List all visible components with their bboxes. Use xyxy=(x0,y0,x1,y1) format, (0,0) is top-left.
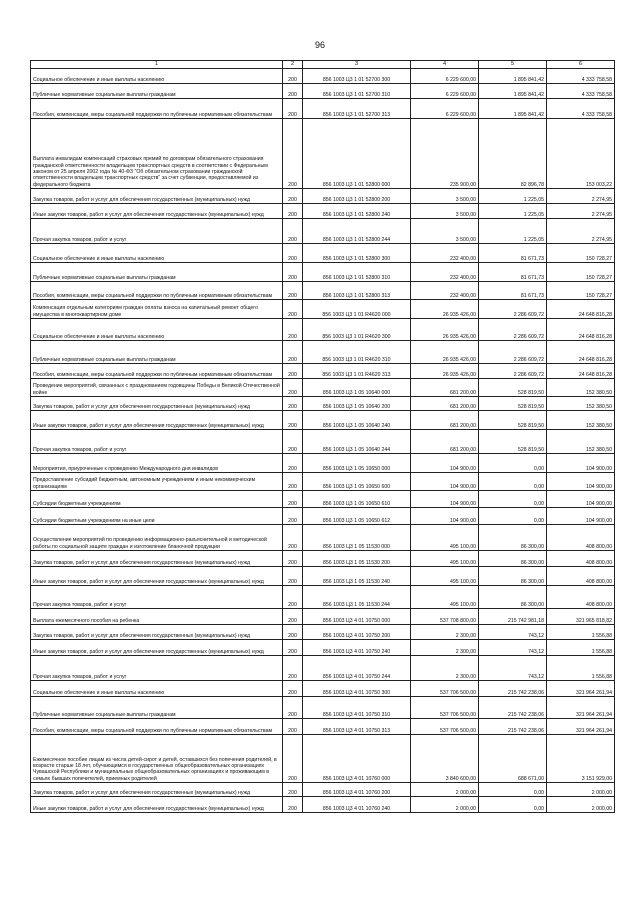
table-row xyxy=(31,735,615,783)
row-code: 200 xyxy=(283,244,303,263)
row-description: Публичные нормативные социальные выплаты гражданам xyxy=(31,84,283,99)
row-description: Пособия, компенсации, меры социальной поддержки по публичным нормативным обязательствам xyxy=(31,364,283,379)
row-code: 200 xyxy=(283,656,303,681)
approved-amount: 232 400,00 xyxy=(411,244,479,263)
table-row xyxy=(31,364,615,379)
classification-code: 856 1003 Ц3 4 01 10760 000 xyxy=(303,735,411,783)
column-number: 5 xyxy=(479,61,547,69)
classification-code: 856 1003 Ц3 4 01 10760 200 xyxy=(303,783,411,797)
row-code: 200 xyxy=(283,319,303,341)
table-row xyxy=(31,282,615,300)
row-description: Социальное обеспечение и иные выплаты населению xyxy=(31,319,283,341)
row-code: 200 xyxy=(283,397,303,411)
row-description: Пособия, компенсации, меры социальной поддержки по публичным нормативным обязательствам xyxy=(31,719,283,735)
executed-amount: 215 742 238,06 xyxy=(479,719,547,735)
row-code: 200 xyxy=(283,719,303,735)
table-row xyxy=(31,341,615,364)
executed-amount: 1 895 841,42 xyxy=(479,84,547,99)
classification-code: 856 1003 Ц3 1 05 10650 600 xyxy=(303,473,411,491)
table-row xyxy=(31,719,615,735)
row-description: Социальное обеспечение и иные выплаты населению xyxy=(31,244,283,263)
row-description: Иные закупки товаров, работ и услуг для обеспечения государственных (муниципальных) нужд xyxy=(31,567,283,586)
approved-amount: 3 500,00 xyxy=(411,219,479,244)
table-row xyxy=(31,625,615,640)
classification-code: 856 1003 Ц3 4 01 10750 244 xyxy=(303,656,411,681)
classification-code: 856 1003 Ц3 1 01 R4620 300 xyxy=(303,319,411,341)
row-description: Закупка товаров, работ и услуг для обеспечения государственных (муниципальных) нужд xyxy=(31,625,283,640)
unexecuted-amount: 408 800,00 xyxy=(547,551,615,567)
approved-amount: 495 100,00 xyxy=(411,525,479,551)
table-row xyxy=(31,411,615,430)
row-description: Иные закупки товаров, работ и услуг для обеспечения государственных (муниципальных) нужд xyxy=(31,797,283,813)
executed-amount: 81 671,73 xyxy=(479,244,547,263)
executed-amount: 81 671,73 xyxy=(479,263,547,282)
executed-amount: 86 300,00 xyxy=(479,567,547,586)
column-number: 1 xyxy=(31,61,283,69)
classification-code: 856 1003 Ц3 1 05 10650 000 xyxy=(303,454,411,473)
classification-code: 856 1003 Ц3 4 01 10750 300 xyxy=(303,681,411,697)
approved-amount: 3 500,00 xyxy=(411,204,479,219)
executed-amount: 2 286 609,72 xyxy=(479,341,547,364)
row-description: Публичные нормативные социальные выплаты гражданам xyxy=(31,341,283,364)
approved-amount: 2 300,00 xyxy=(411,640,479,656)
row-description: Социальное обеспечение и иные выплаты населению xyxy=(31,681,283,697)
row-description: Закупка товаров, работ и услуг для обеспечения государственных (муниципальных) нужд xyxy=(31,189,283,204)
row-description: Ежемесячное пособие лицам из числа детей-сирот и детей, оставшихся без попечения родителей, в возрасте старше 18 лет, обучающимся в государственных общеобразовательных организациях Чувашской Республики и муниципальных общеобразовательных организациях и проживающим в семьях бывших попечителей, приемных родителей xyxy=(31,735,283,783)
table-row xyxy=(31,430,615,454)
executed-amount: 688 671,00 xyxy=(479,735,547,783)
executed-amount: 81 671,73 xyxy=(479,282,547,300)
row-code: 200 xyxy=(283,551,303,567)
classification-code: 856 1003 Ц3 1 01 52800 240 xyxy=(303,204,411,219)
classification-code: 856 1003 Ц3 1 01 R4620 310 xyxy=(303,341,411,364)
table-row xyxy=(31,783,615,797)
row-code: 200 xyxy=(283,379,303,397)
executed-amount: 743,12 xyxy=(479,656,547,681)
classification-code: 856 1003 Ц3 1 05 11530 240 xyxy=(303,567,411,586)
row-description: Закупка товаров, работ и услуг для обеспечения государственных (муниципальных) нужд xyxy=(31,551,283,567)
row-code: 200 xyxy=(283,697,303,719)
approved-amount: 3 500,00 xyxy=(411,189,479,204)
classification-code: 856 1003 Ц3 4 01 10750 313 xyxy=(303,719,411,735)
executed-amount: 215 742 238,06 xyxy=(479,681,547,697)
classification-code: 856 1003 Ц3 4 01 10750 200 xyxy=(303,625,411,640)
row-description: Прочая закупка товаров, работ и услуг xyxy=(31,586,283,609)
unexecuted-amount: 408 800,00 xyxy=(547,525,615,551)
table-row xyxy=(31,397,615,411)
classification-code: 856 1003 Ц3 1 01 52700 300 xyxy=(303,69,411,84)
row-code: 200 xyxy=(283,735,303,783)
executed-amount: 743,12 xyxy=(479,640,547,656)
row-code: 200 xyxy=(283,473,303,491)
unexecuted-amount: 4 333 758,58 xyxy=(547,99,615,119)
table-row xyxy=(31,681,615,697)
column-number: 6 xyxy=(547,61,615,69)
approved-amount: 6 229 600,00 xyxy=(411,69,479,84)
row-code: 200 xyxy=(283,491,303,508)
unexecuted-amount: 4 333 758,58 xyxy=(547,84,615,99)
row-description: Осуществление мероприятий по проведению информационно-разъяснительной и методической работы по социальной защите граждан и изготовление бланочной продукции xyxy=(31,525,283,551)
unexecuted-amount: 321 964 261,94 xyxy=(547,697,615,719)
table-row xyxy=(31,119,615,189)
row-description: Выплата инвалидам компенсаций страховых премий по договорам обязательного страхования гражданской ответственности владельцев транспортных средств в соответствии с Федеральным законом от 25 апреля 2002 года № 40-ФЗ "Об обязательном страховании гражданской ответственности владельцев транспортных средств" за счет субвенции, предоставляемой из федерального бюджета xyxy=(31,119,283,189)
approved-amount: 2 000,00 xyxy=(411,783,479,797)
row-description: Закупка товаров, работ и услуг для обеспечения государственных (муниципальных) нужд xyxy=(31,783,283,797)
unexecuted-amount: 150 728,27 xyxy=(547,263,615,282)
executed-amount: 0,00 xyxy=(479,473,547,491)
unexecuted-amount: 321 964 261,94 xyxy=(547,719,615,735)
classification-code: 856 1003 Ц3 1 01 52800 200 xyxy=(303,189,411,204)
row-code: 200 xyxy=(283,300,303,319)
approved-amount: 104 900,00 xyxy=(411,491,479,508)
row-description: Прочая закупка товаров, работ и услуг xyxy=(31,430,283,454)
approved-amount: 26 935 426,00 xyxy=(411,364,479,379)
executed-amount: 1 225,05 xyxy=(479,189,547,204)
classification-code: 856 1003 Ц3 1 01 52800 310 xyxy=(303,263,411,282)
row-code: 200 xyxy=(283,609,303,625)
classification-code: 856 1003 Ц3 1 05 11530 244 xyxy=(303,586,411,609)
classification-code: 856 1003 Ц3 1 05 10650 610 xyxy=(303,491,411,508)
table-row xyxy=(31,69,615,84)
unexecuted-amount: 408 800,00 xyxy=(547,586,615,609)
executed-amount: 0,00 xyxy=(479,491,547,508)
executed-amount: 0,00 xyxy=(479,454,547,473)
table-row xyxy=(31,319,615,341)
approved-amount: 537 706 500,00 xyxy=(411,719,479,735)
table-row xyxy=(31,473,615,491)
approved-amount: 232 400,00 xyxy=(411,263,479,282)
classification-code: 856 1003 Ц3 1 01 52700 313 xyxy=(303,99,411,119)
row-description: Прочая закупка товаров, работ и услуг xyxy=(31,219,283,244)
budget-table xyxy=(30,60,615,813)
unexecuted-amount: 153 003,22 xyxy=(547,119,615,189)
executed-amount: 528 819,50 xyxy=(479,397,547,411)
row-description: Прочая закупка товаров, работ и услуг xyxy=(31,656,283,681)
table-row xyxy=(31,586,615,609)
classification-code: 856 1003 Ц3 1 05 10640 240 xyxy=(303,411,411,430)
approved-amount: 104 900,00 xyxy=(411,454,479,473)
row-description: Иные закупки товаров, работ и услуг для обеспечения государственных (муниципальных) нужд xyxy=(31,204,283,219)
approved-amount: 2 300,00 xyxy=(411,656,479,681)
classification-code: 856 1003 Ц3 4 01 10750 000 xyxy=(303,609,411,625)
table-row xyxy=(31,84,615,99)
table-row xyxy=(31,491,615,508)
classification-code: 856 1003 Ц3 1 05 10640 000 xyxy=(303,379,411,397)
table-row xyxy=(31,525,615,551)
row-code: 200 xyxy=(283,625,303,640)
unexecuted-amount: 152 380,50 xyxy=(547,379,615,397)
approved-amount: 681 200,00 xyxy=(411,379,479,397)
row-code: 200 xyxy=(283,797,303,813)
classification-code: 856 1003 Ц3 4 01 10750 240 xyxy=(303,640,411,656)
table-row xyxy=(31,204,615,219)
row-code: 200 xyxy=(283,586,303,609)
row-code: 200 xyxy=(283,219,303,244)
unexecuted-amount: 104 900,00 xyxy=(547,454,615,473)
unexecuted-amount: 152 380,50 xyxy=(547,430,615,454)
row-code: 200 xyxy=(283,84,303,99)
approved-amount: 2 000,00 xyxy=(411,797,479,813)
table-row xyxy=(31,656,615,681)
unexecuted-amount: 408 800,00 xyxy=(547,567,615,586)
table-row xyxy=(31,219,615,244)
classification-code: 856 1003 Ц3 1 05 11530 200 xyxy=(303,551,411,567)
approved-amount: 235 900,00 xyxy=(411,119,479,189)
classification-code: 856 1003 Ц3 4 01 10750 310 xyxy=(303,697,411,719)
unexecuted-amount: 321 965 818,82 xyxy=(547,609,615,625)
unexecuted-amount: 1 556,88 xyxy=(547,640,615,656)
classification-code: 856 1003 Ц3 1 01 R4620 313 xyxy=(303,364,411,379)
table-row xyxy=(31,454,615,473)
approved-amount: 681 200,00 xyxy=(411,397,479,411)
approved-amount: 26 935 426,00 xyxy=(411,341,479,364)
table-row xyxy=(31,189,615,204)
executed-amount: 1 895 841,42 xyxy=(479,69,547,84)
row-code: 200 xyxy=(283,411,303,430)
executed-amount: 215 742 238,06 xyxy=(479,697,547,719)
approved-amount: 232 400,00 xyxy=(411,282,479,300)
unexecuted-amount: 104 900,00 xyxy=(547,473,615,491)
executed-amount: 0,00 xyxy=(479,508,547,525)
classification-code: 856 1003 Ц3 1 05 10640 200 xyxy=(303,397,411,411)
approved-amount: 26 935 426,00 xyxy=(411,300,479,319)
unexecuted-amount: 24 648 816,28 xyxy=(547,300,615,319)
row-description: Пособия, компенсации, меры социальной поддержки по публичным нормативным обязательствам xyxy=(31,282,283,300)
row-code: 200 xyxy=(283,282,303,300)
approved-amount: 495 100,00 xyxy=(411,567,479,586)
unexecuted-amount: 2 274,95 xyxy=(547,219,615,244)
row-code: 200 xyxy=(283,189,303,204)
row-description: Иные закупки товаров, работ и услуг для обеспечения государственных (муниципальных) нужд xyxy=(31,640,283,656)
executed-amount: 215 742 981,18 xyxy=(479,609,547,625)
executed-amount: 1 895 841,42 xyxy=(479,99,547,119)
row-description: Компенсация отдельным категориям граждан оплаты взноса на капитальный ремонт общего имущества в многоквартирном доме xyxy=(31,300,283,319)
unexecuted-amount: 3 151 929,00 xyxy=(547,735,615,783)
classification-code: 856 1003 Ц3 1 01 52800 313 xyxy=(303,282,411,300)
approved-amount: 681 200,00 xyxy=(411,411,479,430)
classification-code: 856 1003 Ц3 1 01 52800 244 xyxy=(303,219,411,244)
table-row xyxy=(31,797,615,813)
approved-amount: 6 229 600,00 xyxy=(411,99,479,119)
table-row xyxy=(31,379,615,397)
table-row xyxy=(31,508,615,525)
table-row xyxy=(31,263,615,282)
approved-amount: 104 900,00 xyxy=(411,473,479,491)
unexecuted-amount: 152 380,50 xyxy=(547,411,615,430)
classification-code: 856 1003 Ц3 1 05 11530 000 xyxy=(303,525,411,551)
classification-code: 856 1003 Ц3 1 01 R4620 000 xyxy=(303,300,411,319)
row-description: Иные закупки товаров, работ и услуг для обеспечения государственных (муниципальных) нужд xyxy=(31,411,283,430)
row-description: Социальное обеспечение и иные выплаты населению xyxy=(31,69,283,84)
unexecuted-amount: 4 333 758,58 xyxy=(547,69,615,84)
unexecuted-amount: 2 000,00 xyxy=(547,783,615,797)
approved-amount: 495 100,00 xyxy=(411,586,479,609)
row-code: 200 xyxy=(283,204,303,219)
executed-amount: 86 300,00 xyxy=(479,551,547,567)
row-code: 200 xyxy=(283,99,303,119)
row-code: 200 xyxy=(283,783,303,797)
unexecuted-amount: 321 964 261,94 xyxy=(547,681,615,697)
approved-amount: 537 706 500,00 xyxy=(411,681,479,697)
row-code: 200 xyxy=(283,681,303,697)
unexecuted-amount: 104 900,00 xyxy=(547,508,615,525)
executed-amount: 86 300,00 xyxy=(479,586,547,609)
executed-amount: 0,00 xyxy=(479,783,547,797)
approved-amount: 26 935 426,00 xyxy=(411,319,479,341)
unexecuted-amount: 24 648 816,28 xyxy=(547,341,615,364)
approved-amount: 537 706 500,00 xyxy=(411,697,479,719)
table-row xyxy=(31,609,615,625)
table-row xyxy=(31,300,615,319)
table-row xyxy=(31,567,615,586)
row-code: 200 xyxy=(283,430,303,454)
row-description: Пособия, компенсации, меры социальной поддержки по публичным нормативным обязательствам xyxy=(31,99,283,119)
executed-amount: 528 819,50 xyxy=(479,411,547,430)
executed-amount: 86 300,00 xyxy=(479,525,547,551)
table-row xyxy=(31,99,615,119)
unexecuted-amount: 104 900,00 xyxy=(547,491,615,508)
row-description: Выплата ежемесячного пособия на ребенка xyxy=(31,609,283,625)
executed-amount: 82 896,78 xyxy=(479,119,547,189)
row-description: Проведение мероприятий, связанных с празднованием годовщины Победы в Великой Отечественной войне xyxy=(31,379,283,397)
approved-amount: 681 200,00 xyxy=(411,430,479,454)
approved-amount: 2 300,00 xyxy=(411,625,479,640)
row-code: 200 xyxy=(283,364,303,379)
table-row xyxy=(31,697,615,719)
table-row xyxy=(31,244,615,263)
row-code: 200 xyxy=(283,454,303,473)
executed-amount: 1 225,05 xyxy=(479,204,547,219)
row-code: 200 xyxy=(283,567,303,586)
row-description: Публичные нормативные социальные выплаты гражданам xyxy=(31,263,283,282)
row-description: Мероприятия, приуроченные к проведению Международного дня инвалидов xyxy=(31,454,283,473)
unexecuted-amount: 152 380,50 xyxy=(547,397,615,411)
row-code: 200 xyxy=(283,525,303,551)
table-row xyxy=(31,551,615,567)
unexecuted-amount: 150 728,27 xyxy=(547,244,615,263)
column-number-row xyxy=(31,61,615,69)
executed-amount: 528 819,50 xyxy=(479,379,547,397)
executed-amount: 743,12 xyxy=(479,625,547,640)
executed-amount: 528 819,50 xyxy=(479,430,547,454)
executed-amount: 2 286 609,72 xyxy=(479,300,547,319)
row-code: 200 xyxy=(283,69,303,84)
approved-amount: 3 840 600,00 xyxy=(411,735,479,783)
approved-amount: 537 708 800,00 xyxy=(411,609,479,625)
table-row xyxy=(31,640,615,656)
row-description: Публичные нормативные социальные выплаты гражданам xyxy=(31,697,283,719)
classification-code: 856 1003 Ц3 1 01 52800 300 xyxy=(303,244,411,263)
unexecuted-amount: 24 648 816,28 xyxy=(547,319,615,341)
unexecuted-amount: 150 728,27 xyxy=(547,282,615,300)
page-number: 96 xyxy=(314,40,325,50)
column-number: 4 xyxy=(411,61,479,69)
executed-amount: 2 286 609,72 xyxy=(479,319,547,341)
unexecuted-amount: 1 556,88 xyxy=(547,625,615,640)
column-number: 2 xyxy=(283,61,303,69)
unexecuted-amount: 24 648 816,28 xyxy=(547,364,615,379)
classification-code: 856 1003 Ц3 1 01 52800 000 xyxy=(303,119,411,189)
classification-code: 856 1003 Ц3 4 01 10760 240 xyxy=(303,797,411,813)
executed-amount: 0,00 xyxy=(479,797,547,813)
unexecuted-amount: 2 274,95 xyxy=(547,189,615,204)
row-description: Субсидии бюджетным учреждениям на иные цели xyxy=(31,508,283,525)
row-code: 200 xyxy=(283,341,303,364)
unexecuted-amount: 2 274,95 xyxy=(547,204,615,219)
executed-amount: 1 225,05 xyxy=(479,219,547,244)
column-number: 3 xyxy=(303,61,411,69)
executed-amount: 2 286 609,72 xyxy=(479,364,547,379)
row-code: 200 xyxy=(283,263,303,282)
approved-amount: 6 229 600,00 xyxy=(411,84,479,99)
approved-amount: 104 900,00 xyxy=(411,508,479,525)
unexecuted-amount: 1 556,88 xyxy=(547,656,615,681)
row-code: 200 xyxy=(283,640,303,656)
row-description: Предоставление субсидий бюджетным, автономным учреждениям и иным некоммерческим организациям xyxy=(31,473,283,491)
classification-code: 856 1003 Ц3 1 05 10650 612 xyxy=(303,508,411,525)
row-code: 200 xyxy=(283,508,303,525)
row-code: 200 xyxy=(283,119,303,189)
row-description: Субсидии бюджетным учреждениям xyxy=(31,491,283,508)
approved-amount: 495 100,00 xyxy=(411,551,479,567)
classification-code: 856 1003 Ц3 1 01 52700 310 xyxy=(303,84,411,99)
row-description: Закупка товаров, работ и услуг для обеспечения государственных (муниципальных) нужд xyxy=(31,397,283,411)
classification-code: 856 1003 Ц3 1 05 10640 244 xyxy=(303,430,411,454)
unexecuted-amount: 2 000,00 xyxy=(547,797,615,813)
